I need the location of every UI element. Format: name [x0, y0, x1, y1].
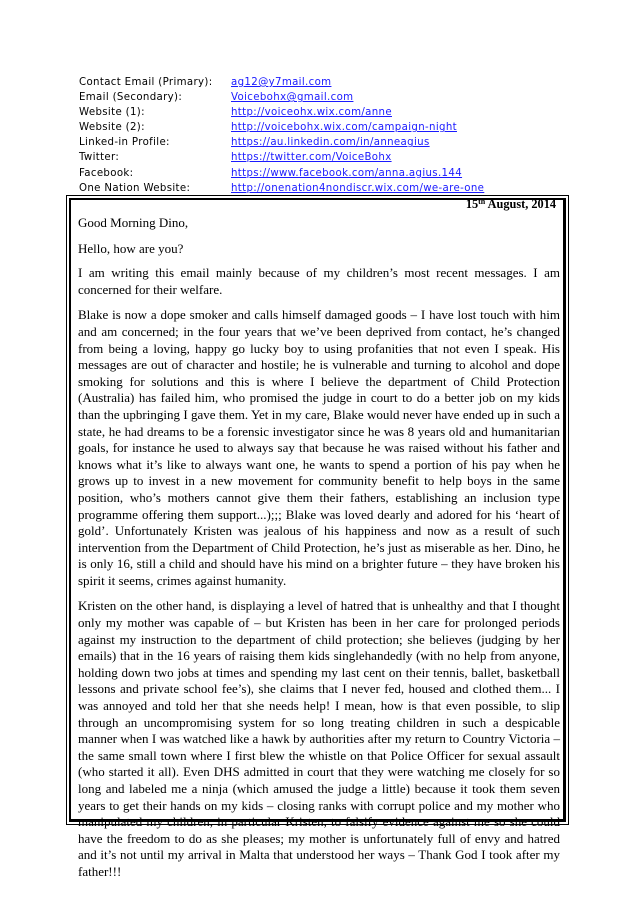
contact-row-website-2 — [79, 120, 559, 135]
contact-row-website-1 — [79, 105, 559, 120]
contact-row-twitter — [79, 150, 559, 165]
letter-hello: Hello, how are you? — [78, 240, 184, 256]
facebook-link[interactable]: https://www.facebook.com/anna.agius.144 — [231, 167, 463, 179]
contact-label: One Nation Website: — [79, 182, 191, 194]
letter-date — [78, 196, 560, 215]
contact-row-secondary-email — [79, 90, 559, 105]
one-nation-link[interactable]: http://onenation4nondiscr.wix.com/we-are-one — [231, 182, 485, 194]
contact-label: Email (Secondary): — [79, 92, 183, 104]
contact-label: Facebook: — [79, 167, 134, 179]
date-day: 15 — [465, 197, 479, 211]
linkedin-link[interactable]: https://au.linkedin.com/in/anneagius — [231, 137, 430, 149]
contact-row-one-nation — [79, 181, 559, 196]
website-1-link[interactable]: http://voiceohx.wix.com/anne — [231, 107, 392, 119]
letter-paragraph: Blake is now a dope smoker and calls himself damaged goods – I have lost touch with him and am concerned; in the four years that we’ve been deprived from contact, he’s changed from being a loving, happy go lucky boy to using profanities that not even I speak. His messages are out of character and hostile; he is vulnerable and turning to alcohol and dope smoking for solutions and this is where I believe the department of Child Protection (Australia) has failed him, who promised the judge in court to do a better job on my kids than the upbringing I gave them. Yet in my care, Blake would never have ended up in such a state, he had dreams to be a forensic investigator since he was 8 years old and humanitarian goals, for instance he used to always say that because he was raised without his father and knows what it’s like to always want one, he wants to spend a portion of his pay when he grows up to invest in a new movement for community benefit to help boys in the same position, who’s mothers cannot give them their fathers, establishing an inclusion type programme offering them support...);;; Blake was loved dearly and adored for his ‘heart of gold’. Unfortunately Kristen was jealous of his happiness and now as a result of such intervention from the Department of Child Protection, he’s just as miserable as her. Dino, he is only 16, still a child and should have his mind on a brighter future – they have broken his spirit it seems, crimes against humanity. — [78, 307, 560, 588]
date-suffix: th — [478, 197, 486, 206]
letter-body — [78, 196, 560, 890]
letter-paragraph: I am writing this email mainly because of my children’s most recent messages. I am concerned for their welfare. — [78, 265, 560, 297]
website-2-link[interactable]: http://voicebohx.wix.com/campaign-night — [231, 122, 457, 134]
twitter-link[interactable]: https://twitter.com/VoiceBohx — [231, 152, 392, 164]
letter-paragraph: Kristen on the other hand, is displaying a level of hatred that is unhealthy and that I thought only my mother was capable of – but Kristen has been in her care for prolonged periods against my instruction to the department of child protection; she believes (judging by her emails) that in the 16 years of raising them kids singlehandedly (with no help from anyone, holding down two jobs at times and spending my last cent on their tennis, ballet, basketball lessons and private school fee’s), she claims that I never fed, housed and clothed them... I was annoyed and told her that she needs help! I mean, how is that even possible, to slip through an uncompromising system for so long treating children in such a despicable manner when I was watched like a hawk by authorities after my return to Country Victoria – the same small town where I first blew the whistle on that Police Officer for sexual assault (who started it all). Even DHS admitted in court that they were watching me closely for so long and labeled me a ninja (which amused the judge a little) because it took them seven years to get their hands on my kids – closing ranks with corrupt police and my mother who manipulated my children, in particular Kristen, to falsify evidence against me so she could have the freedom to do as she pleases; my mother is unfortunately full of envy and hatred and it’s not until my arrival in Malta that understood her ways – Thank God I took after my father!!! — [78, 598, 560, 879]
contact-label: Linked-in Profile: — [79, 137, 170, 149]
contact-label: Contact Email (Primary): — [79, 77, 213, 88]
contact-label: Website (2): — [79, 122, 145, 134]
letter-greeting: Good Morning Dino, — [78, 215, 189, 230]
contact-label: Website (1): — [79, 107, 145, 119]
contact-details — [79, 75, 559, 196]
contact-row-facebook — [79, 166, 559, 181]
contact-label: Twitter: — [79, 152, 120, 164]
date-month-year: August, 2014 — [485, 197, 556, 211]
contact-row-primary-email — [79, 75, 559, 90]
contact-row-linkedin — [79, 135, 559, 150]
secondary-email-link[interactable]: Voicebohx@gmail.com — [231, 92, 354, 104]
primary-email-link[interactable]: ag12@y7mail.com — [231, 77, 332, 88]
